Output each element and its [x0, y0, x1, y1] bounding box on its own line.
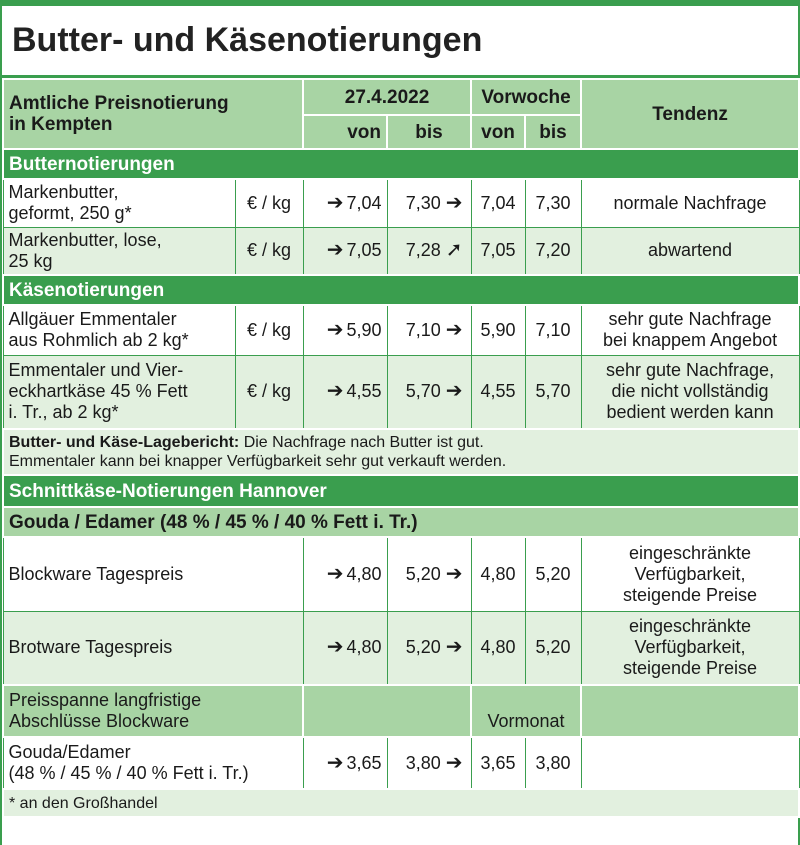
row-prev-von: 4,80: [471, 611, 525, 685]
lagebericht-text1: Die Nachfrage nach Butter ist gut.: [239, 434, 484, 451]
row-bis: 7,30: [405, 192, 441, 213]
table-header-row: [3, 79, 799, 115]
row-tendenz: steigende Preise: [622, 658, 758, 679]
row-label: eckhartkäse 45 % Fett: [8, 381, 188, 402]
row-tendenz: bedient werden kann: [606, 402, 774, 423]
arrow-right-icon: ➔: [445, 318, 463, 341]
section-gouda-row: [3, 507, 799, 537]
row-label: Blockware Tagespreis: [3, 537, 303, 611]
section-butter-row: [3, 149, 799, 179]
row-bis: 5,70: [405, 381, 441, 402]
section-butter: Butternotierungen: [3, 149, 799, 179]
row-label: Emmentaler und Vier-: [8, 360, 184, 381]
row-tendenz: die nicht vollständig: [611, 381, 769, 402]
arrow-right-icon: ➔: [326, 751, 344, 774]
table-row: [3, 611, 799, 685]
table-row: [3, 355, 799, 429]
lagebericht-text2: Emmentaler kann bei knapper Verfügbarkeit sehr gut verkauft werden.: [9, 453, 507, 470]
row-unit: € / kg: [235, 227, 303, 275]
table-row: [3, 305, 799, 355]
row-prev-bis: 7,30: [525, 179, 581, 227]
arrow-right-icon: ➔: [326, 318, 344, 341]
row-von: 4,80: [346, 563, 382, 584]
row-prev-bis: 7,10: [525, 305, 581, 355]
row-tendenz: abwartend: [581, 227, 799, 275]
row-prev-von: 7,04: [471, 179, 525, 227]
row-tendenz: Verfügbarkeit,: [634, 637, 746, 658]
section-hannover: Schnittkäse-Notierungen Hannover: [3, 475, 799, 507]
section-hannover-row: [3, 475, 799, 507]
row-label: Allgäuer Emmentaler: [8, 309, 177, 330]
arrow-right-icon: ➔: [326, 191, 344, 214]
header-von: von: [303, 115, 387, 149]
row-label: Markenbutter, lose,: [8, 229, 162, 250]
row-unit: € / kg: [235, 305, 303, 355]
footnote: * an den Großhandel: [3, 789, 799, 817]
row-bis: 7,28: [405, 240, 441, 261]
arrow-right-icon: ➔: [326, 239, 344, 262]
row-prev-bis: 5,20: [525, 611, 581, 685]
table-row: [3, 737, 799, 789]
lagebericht-row: [3, 429, 799, 475]
row-tendenz: bei knappem Angebot: [602, 330, 778, 351]
header-prev-von: von: [471, 115, 525, 149]
row-bis: 5,20: [405, 563, 441, 584]
arrow-right-icon: ➔: [326, 562, 344, 585]
footnote-row: [3, 789, 799, 817]
row-tendenz: sehr gute Nachfrage: [608, 309, 772, 330]
page-title: Butter- und Käsenotierungen: [2, 6, 798, 78]
row-tendenz: normale Nachfrage: [581, 179, 799, 227]
arrow-right-icon: ➔: [326, 380, 344, 403]
row-von: 4,55: [346, 381, 382, 402]
row-tendenz: steigende Preise: [622, 584, 758, 605]
row-tendenz: Verfügbarkeit,: [634, 563, 746, 584]
row-tendenz: eingeschränkte: [628, 616, 752, 637]
arrow-right-icon: ➔: [445, 380, 463, 403]
row-label: (48 % / 45 % / 40 % Fett i. Tr.): [8, 763, 249, 783]
row-bis: 7,10: [405, 319, 441, 340]
row-bis: 5,20: [405, 637, 441, 658]
row-bis: 3,80: [405, 752, 441, 773]
langfristig-label: Preisspanne langfristige: [9, 690, 202, 710]
header-label-line1: Amtliche Preisnotierung: [9, 93, 229, 114]
lagebericht: [3, 429, 799, 475]
row-von: 7,04: [346, 192, 382, 213]
row-prev-von: 4,80: [471, 537, 525, 611]
arrow-up-right-icon: ➚: [445, 239, 463, 262]
arrow-right-icon: ➔: [445, 751, 463, 774]
row-prev-von: 7,05: [471, 227, 525, 275]
section-gouda: Gouda / Edamer (48 % / 45 % / 40 % Fett i. Tr.): [3, 507, 799, 537]
row-prev-bis: 5,20: [525, 537, 581, 611]
row-prev-von: 3,65: [471, 737, 525, 789]
section-kaese-row: [3, 275, 799, 305]
langfristig-label: Abschlüsse Blockware: [9, 711, 190, 731]
row-tendenz: sehr gute Nachfrage,: [605, 360, 775, 381]
row-von: 3,65: [346, 752, 382, 773]
header-label-line2: in Kempten: [9, 114, 113, 135]
row-label: i. Tr., ab 2 kg*: [8, 402, 119, 423]
row-label: 25 kg: [8, 250, 53, 271]
price-table: [2, 78, 800, 818]
row-von: 4,80: [346, 637, 382, 658]
header-prev-bis: bis: [525, 115, 581, 149]
row-von: 5,90: [346, 319, 382, 340]
row-von: 7,05: [346, 240, 382, 261]
row-prev-bis: 5,70: [525, 355, 581, 429]
row-label: Brotware Tagespreis: [3, 611, 303, 685]
arrow-right-icon: ➔: [326, 636, 344, 659]
table-row: [3, 227, 799, 275]
row-unit: € / kg: [235, 355, 303, 429]
row-label: Gouda/Edamer: [8, 742, 131, 762]
header-prev-week: Vorwoche: [471, 79, 581, 115]
row-prev-von: 5,90: [471, 305, 525, 355]
header-bis: bis: [387, 115, 471, 149]
arrow-right-icon: ➔: [445, 562, 463, 585]
row-prev-bis: 7,20: [525, 227, 581, 275]
row-label: Markenbutter,: [8, 182, 119, 203]
arrow-right-icon: ➔: [445, 191, 463, 214]
table-row: [3, 179, 799, 227]
table-row: [3, 537, 799, 611]
arrow-right-icon: ➔: [445, 636, 463, 659]
header-tendenz: Tendenz: [581, 79, 799, 149]
header-date: 27.4.2022: [303, 79, 471, 115]
row-prev-von: 4,55: [471, 355, 525, 429]
row-label: aus Rohmlich ab 2 kg*: [8, 330, 189, 351]
row-tendenz: eingeschränkte: [628, 542, 752, 563]
row-prev-bis: 3,80: [525, 737, 581, 789]
lagebericht-label: Butter- und Käse-Lagebericht:: [9, 434, 240, 451]
langfristig-prev: Vormonat: [471, 685, 581, 737]
row-unit: € / kg: [235, 179, 303, 227]
langfristig-header-row: [3, 685, 799, 737]
row-label: geformt, 250 g*: [8, 203, 132, 224]
section-kaese: Käsenotierungen: [3, 275, 799, 305]
